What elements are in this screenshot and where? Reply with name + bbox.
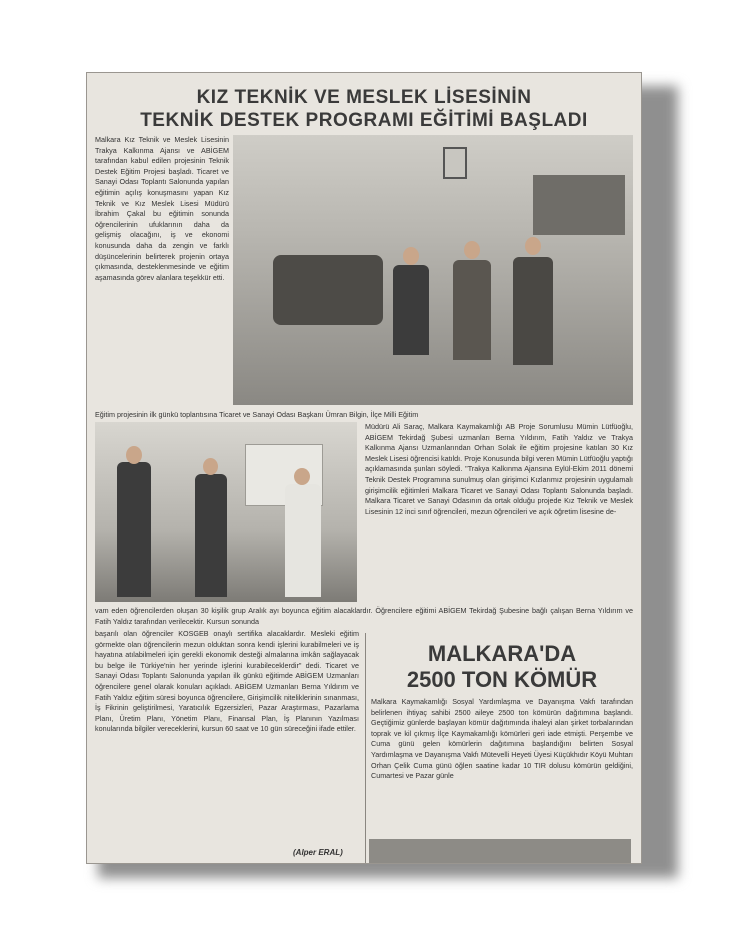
article1-column-left: [95, 135, 229, 407]
article1-column-bottom: [95, 629, 359, 845]
person: [453, 260, 491, 360]
article1-headline-line2: TEKNİK DESTEK PROGRAMI EĞİTİMİ BAŞLADI: [140, 110, 588, 131]
article1-wide-text: vam eden öğrencilerden oluşan 30 kişilik grup Aralık ayı boyunca eğitim alacaklardır. Öğrencilere eğitimi ABİGEM Tekirdağ Şubesine bağlı çalışan Berna Yıldırım ve Fatih Yaldız tarafından verilecektir. Kursun sonunda: [95, 606, 633, 626]
wall-frame: [443, 147, 467, 179]
article2-body: [371, 697, 633, 837]
person-head: [403, 247, 419, 265]
person-head: [294, 468, 310, 485]
article1-byline: (Alper ERAL): [293, 848, 343, 857]
article2-headline: [371, 641, 633, 693]
article2-body-text: Malkara Kaymakamlığı Sosyal Yardımlaşma ve Dayanışma Vakfı tarafından belirlenen ihtiyaç sahibi 2500 aileye 2500 ton kömürün dağıtımına başlandı. Geçtiğimiz günlerde başlayan kömür dağıtımında ihaleyi alan şirket torbalarından toprak ve kil çıkmış İlçe Kaymakamlığı kömürleri geri iade etmişti. Perşembe ve Cuma günü gelen kömürlerin dağıtımına başlandığını belirten Sosyal Yardımlaşma ve Dayanışma Vakfı Mütevelli Heyeti Üyesi Küçükhıdır Köyü Muhtarı Orhan Çelik Cuma günü öğlen saatine kadar 10 TIR dolusu kömürün geldiğini, Cumartesi ve Pazar günle: [371, 697, 633, 781]
speakers-photo: [95, 422, 357, 602]
article1-caption-row: Eğitim projesinin ilk günkü toplantısına Ticaret ve Sanayi Odası Başkanı Ümran Bilgin, İlçe Milli Eğitim: [95, 410, 419, 419]
classroom-photo: [233, 135, 633, 405]
article1-column-bottom-text: başarılı olan öğrenciler KOSGEB onaylı sertifika alacaklardır. Mesleki eğitim görmekte olan öğrencilerin mezun olduktan sonra kendi işlerini kurabilmeleri ve iş hayatına atılabilmeleri için gerekli ekonomik desteği almalarına imkân sağlayacak bu belge ile Türkiye'nin her yerinde işlerini kurabileceklerdir" dedi. Ticaret ve Sanayi Odası Toplantı Salonunda yapılan ilk günkü eğitimde ABİGEM Uzmanları öğrencilere genel olarak konuları açıkladı. ABİGEM Uzmanları Berna Yıldırım ve Fatih Yaldız eğitim süresi boyunca öğrencilere, Girişimcilik niteliklerinin sınanması, İş Fikrinin geliştirilmesi, Yaratıcılık Egzersizleri, Pazar Araştırması, Pazarlama Planı, Üretim Planı, Yönetim Planı, Finansal Plan, İş Planının Yazılması konularında bilgiler vereceklerini, kursun 60 saat ve 10 gün süreceğini ifade ettiler.: [95, 629, 359, 734]
person: [513, 257, 553, 365]
article1-column-right: [365, 422, 633, 606]
article2-headline-line2: 2500 TON KÖMÜR: [406, 667, 598, 692]
article1-headline-line1: KIZ TEKNİK VE MESLEK LİSESİNİN: [196, 87, 532, 108]
article1-column-right-text: Müdürü Ali Saraç, Malkara Kaymakamlığı AB Proje Sorumlusu Mümin Lütfüoğlu, ABİGEM Tekirdağ Şubesi uzmanları Berna Yıldırım, Fatih Yaldız ve Trakya Kalkınma Ajansı Uzmanlarından Orhan Solak ile eğitim projesine katılan 30 Kız Meslek Lisesi öğrencisi katıldı. Proje Konusunda bilgi veren Mümin Lütfüoğlu yaptığı açıklamasında şunları söyledi. "Trakya Kalkınma Ajansına Eylül-Ekim 2011 dönemi Teknik Destek Programına sunulmuş olan girişimci Kızlarımız projesinin uygulamalı girişimcilik eğitimleri Malkara Ticaret ve Sanayi Odası Toplantı Salonunda başladı. Malkara Ticaret ve Sanayi Odasının da ortak olduğu projede Kız Teknik ve Meslek Lisesinin 12 inci sınıf öğrencileri, mezun öğrencileri ve açık öğretim lisesine de-: [365, 422, 633, 516]
person: [285, 484, 321, 597]
newspaper-clipping: [86, 72, 642, 864]
article2-photo-strip: [369, 839, 631, 863]
person: [117, 462, 151, 597]
person-head: [464, 241, 480, 259]
person-head: [525, 237, 541, 255]
person: [393, 265, 429, 355]
window: [533, 175, 625, 235]
person-head: [203, 458, 218, 475]
person-head: [126, 446, 142, 464]
column-divider: [365, 633, 366, 863]
article2-headline-line1: MALKARA'DA: [427, 641, 577, 666]
students-group: [273, 255, 383, 325]
article1-column-left-text: Malkara Kız Teknik ve Meslek Lisesinin Trakya Kalkınma Ajansı ve ABİGEM tarafından kabul edilen projesinin Teknik Destek Eğitim Projesi başladı. Ticaret ve Sanayi Odası Toplantı Salonunda yapılan eğitimin açılış konuşmasını yapan Kız Teknik ve Kız Meslek Lisesi Müdürü İbrahim Çakal bu eğitimin sonunda öğrencilerinin ufuklarının daha da gelişmiş olacağını, iş ve ekonomi konusunda daha da zengin ve farklı düşüncelerinin belirterek projenin ortaya çıkmasında, desteklenmesinde ve eğitim aşamasında görev alanlara teşekkür etti.: [95, 135, 229, 282]
person: [195, 474, 227, 597]
